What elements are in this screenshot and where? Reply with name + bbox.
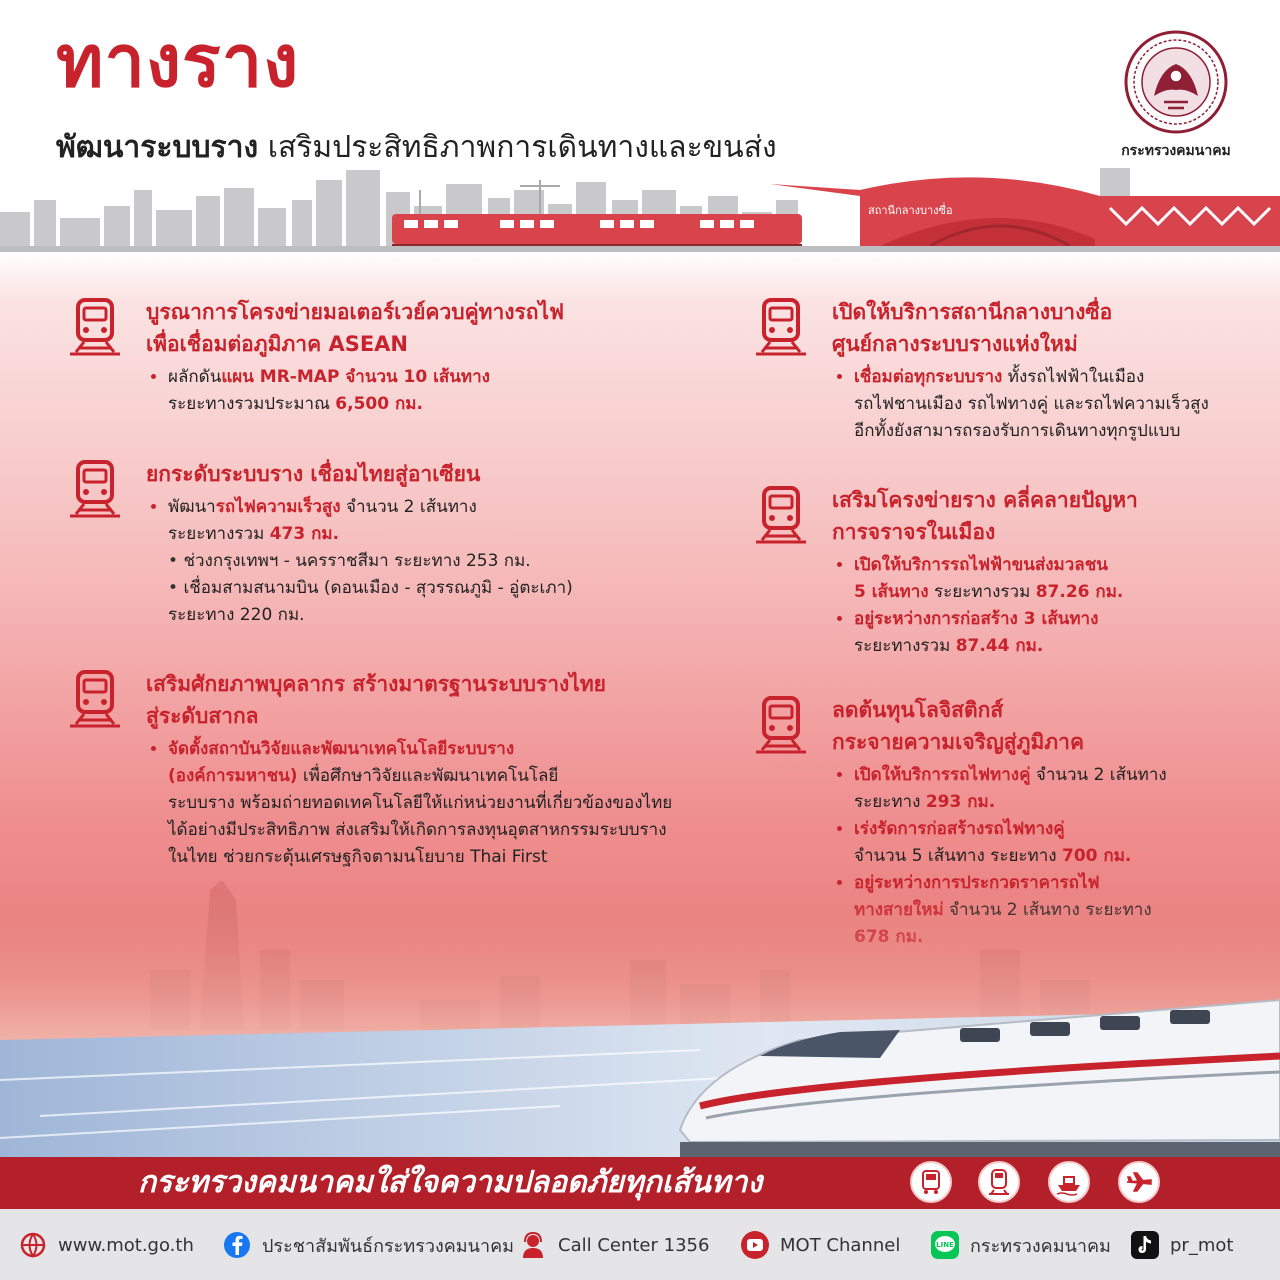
bullet-item: • เปิดให้บริการรถไฟฟ้าขนส่งมวลชน 5 เส้นทาง ระยะทางรวม 87.26 กม. [854,552,1272,606]
bullet-item: • เร่งรัดการก่อสร้างรถไฟทางคู่ จำนวน 5 เส้นทาง ระยะทาง 700 กม. [854,816,1272,870]
section-heading: ยกระดับระบบราง เชื่อมไทยสู่อาเซียน [146,462,481,486]
globe-icon [18,1230,48,1260]
section-heading: บูรณาการโครงข่ายมอเตอร์เวย์ควบคู่ทางรถไฟ เพื่อเชื่อมต่อภูมิภาค ASEAN [146,300,564,356]
sub-bullet-item: • เชื่อมสามสนามบิน (ดอนเมือง - สุวรรณภูมิ - อู่ตะเภา) [168,575,616,602]
section-bullets [832,552,1272,660]
call-center-link[interactable] [518,1225,709,1265]
bullet-item: • เปิดให้บริการรถไฟทางคู่ จำนวน 2 เส้นทาง ระยะทาง 293 กม. [854,762,1272,816]
footer-slogan: กระทรวงคมนาคมใส่ใจความปลอดภัยทุกเส้นทาง [138,1165,763,1200]
section-bullets [146,364,616,418]
sub-bullets [168,548,616,602]
bullet-item: • เชื่อมต่อทุกระบบราง ทั้งรถไฟฟ้าในเมือง รถไฟชานเมือง รถไฟทางคู่ และรถไฟความเร็วสูง อีกทั้งยังสามารถรองรับการเดินทางทุกรูปแบบ [854,364,1272,445]
headset-icon [518,1230,548,1260]
svg-text:LINE: LINE [936,1241,954,1249]
page-title: ทางราง [56,19,300,103]
train-front-icon [64,668,126,730]
bullet-item: • ผลักดันแผน MR-MAP จำนวน 10 เส้นทาง ระยะทางรวมประมาณ 6,500 กม. [168,364,616,418]
train-front-icon [750,694,812,756]
bullet-item: • จัดตั้งสถาบันวิจัยและพัฒนาเทคโนโลยีระบบราง (องค์การมหาชน) เพื่อศึกษาวิจัยและพัฒนาเทคโนโลยี ระบบราง พร้อมถ่ายทอดเทคโนโลยีให้แก่หน่วยงานที่เกี่ยวข้องของไทย ได้อย่างมีประสิทธิภาพ ส่งเสริมให้เกิดการลงทุนอุตสาหกรรมระบบราง ในไทย ช่วยกระตุ้นเศรษฐกิจตามนโยบาย Thai First [168,736,706,871]
ship-mode-icon [1048,1161,1090,1203]
train-front-icon [750,484,812,546]
call-center-text: Call Center 1356 [558,1234,710,1256]
station-sign: สถานีกลางบางซื่อ [868,204,953,217]
section-heading: ลดต้นทุนโลจิสติกส์ กระจายความเจริญสู่ภูมิภาค [832,698,1084,754]
website-link[interactable] [18,1225,194,1265]
sub-bullet-continuation: ระยะทาง 220 กม. [168,605,305,625]
website-text: www.mot.go.th [58,1234,194,1256]
section-bullets [832,364,1272,445]
train-front-icon [64,458,126,520]
bullet-item: • อยู่ระหว่างการก่อสร้าง 3 เส้นทาง ระยะทางรวม 87.44 กม. [854,606,1272,660]
line-link[interactable] [930,1225,1111,1265]
tiktok-icon [1130,1230,1160,1260]
facebook-link[interactable] [222,1225,514,1265]
sub-bullet-item: • ช่วงกรุงเทพฯ - นครราชสีมา ระยะทาง 253 กม. [168,548,616,575]
youtube-link[interactable] [740,1225,900,1265]
section-bullets [146,494,616,629]
subtitle-bold: พัฒนาระบบราง [56,130,259,165]
tiktok-text: pr_mot [1170,1234,1234,1256]
bullet-item: • พัฒนารถไฟความเร็วสูง จำนวน 2 เส้นทาง ระยะทางรวม 473 กม. • ช่วงกรุงเทพฯ - นครราชสีมา ระยะทาง 253 กม. • เชื่อมสามสนามบิน (ดอนเมือง - สุวรรณภูมิ - อู่ตะเภา) ระยะทาง 220 กม. [168,494,616,629]
city-and-train-illustration [0,880,1280,1158]
train-front-icon [64,296,126,358]
subtitle-rest: เสริมประสิทธิภาพการเดินทางและขนส่ง [258,130,777,165]
train-mode-icon [978,1161,1020,1203]
tiktok-link[interactable] [1130,1225,1233,1265]
section-heading: เสริมศักยภาพบุคลากร สร้างมาตรฐานระบบรางไทย สู่ระดับสากล [146,672,606,728]
youtube-icon [740,1230,770,1260]
youtube-text: MOT Channel [780,1234,901,1256]
line-icon [930,1230,960,1260]
truck-mode-icon [910,1161,952,1203]
section-bullets [146,736,706,871]
ministry-seal-logo [1124,30,1228,134]
header-skyline-illustration [0,160,1280,252]
train-front-icon [750,296,812,358]
ministry-name: กระทรวงคมนาคม [1121,143,1231,159]
section-heading: เปิดให้บริการสถานีกลางบางซื่อ ศูนย์กลางระบบรางแห่งใหม่ [832,300,1113,356]
section-heading: เสริมโครงข่ายราง คลี่คลายปัญหา การจราจรในเมือง [832,488,1138,544]
plane-mode-icon [1118,1161,1160,1203]
line-text: กระทรวงคมนาคม [970,1235,1111,1257]
facebook-icon [222,1230,252,1260]
facebook-text: ประชาสัมพันธ์กระทรวงคมนาคม [262,1235,514,1257]
